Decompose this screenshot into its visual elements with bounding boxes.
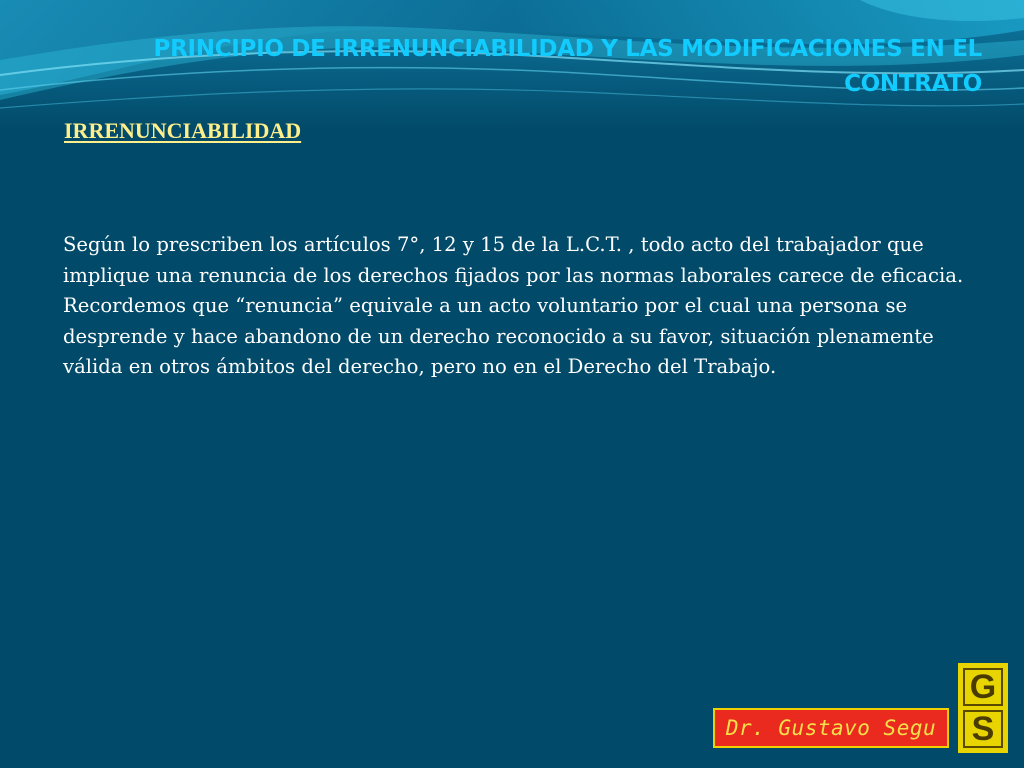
section-heading: IRRENUNCIABILIDAD — [64, 118, 302, 143]
slide-title: PRINCIPIO DE IRRENUNCIABILIDAD Y LAS MODIFICACIONES EN EL CONTRATO — [153, 36, 982, 97]
author-signature — [713, 708, 949, 748]
signature-text: Dr. Gustavo Segu — [725, 716, 937, 740]
gs-logo — [958, 663, 1008, 753]
logo-letter-bottom: S — [963, 710, 1003, 748]
body-paragraph: Según lo prescriben los artículos 7°, 12 y 15 de la L.C.T. , todo acto del trabajador que implique una renuncia de los derechos fijados por las normas laborales carece de eficacia. Recordemos que “renuncia” equivale a un acto voluntario por el cual una persona se desprende y hace abandono de un derecho reconocido a su favor, situación plenamente válida en otros ámbitos del derecho, pero no en el Derecho del Trabajo. — [63, 233, 964, 378]
logo-letter-top: G — [963, 668, 1003, 706]
